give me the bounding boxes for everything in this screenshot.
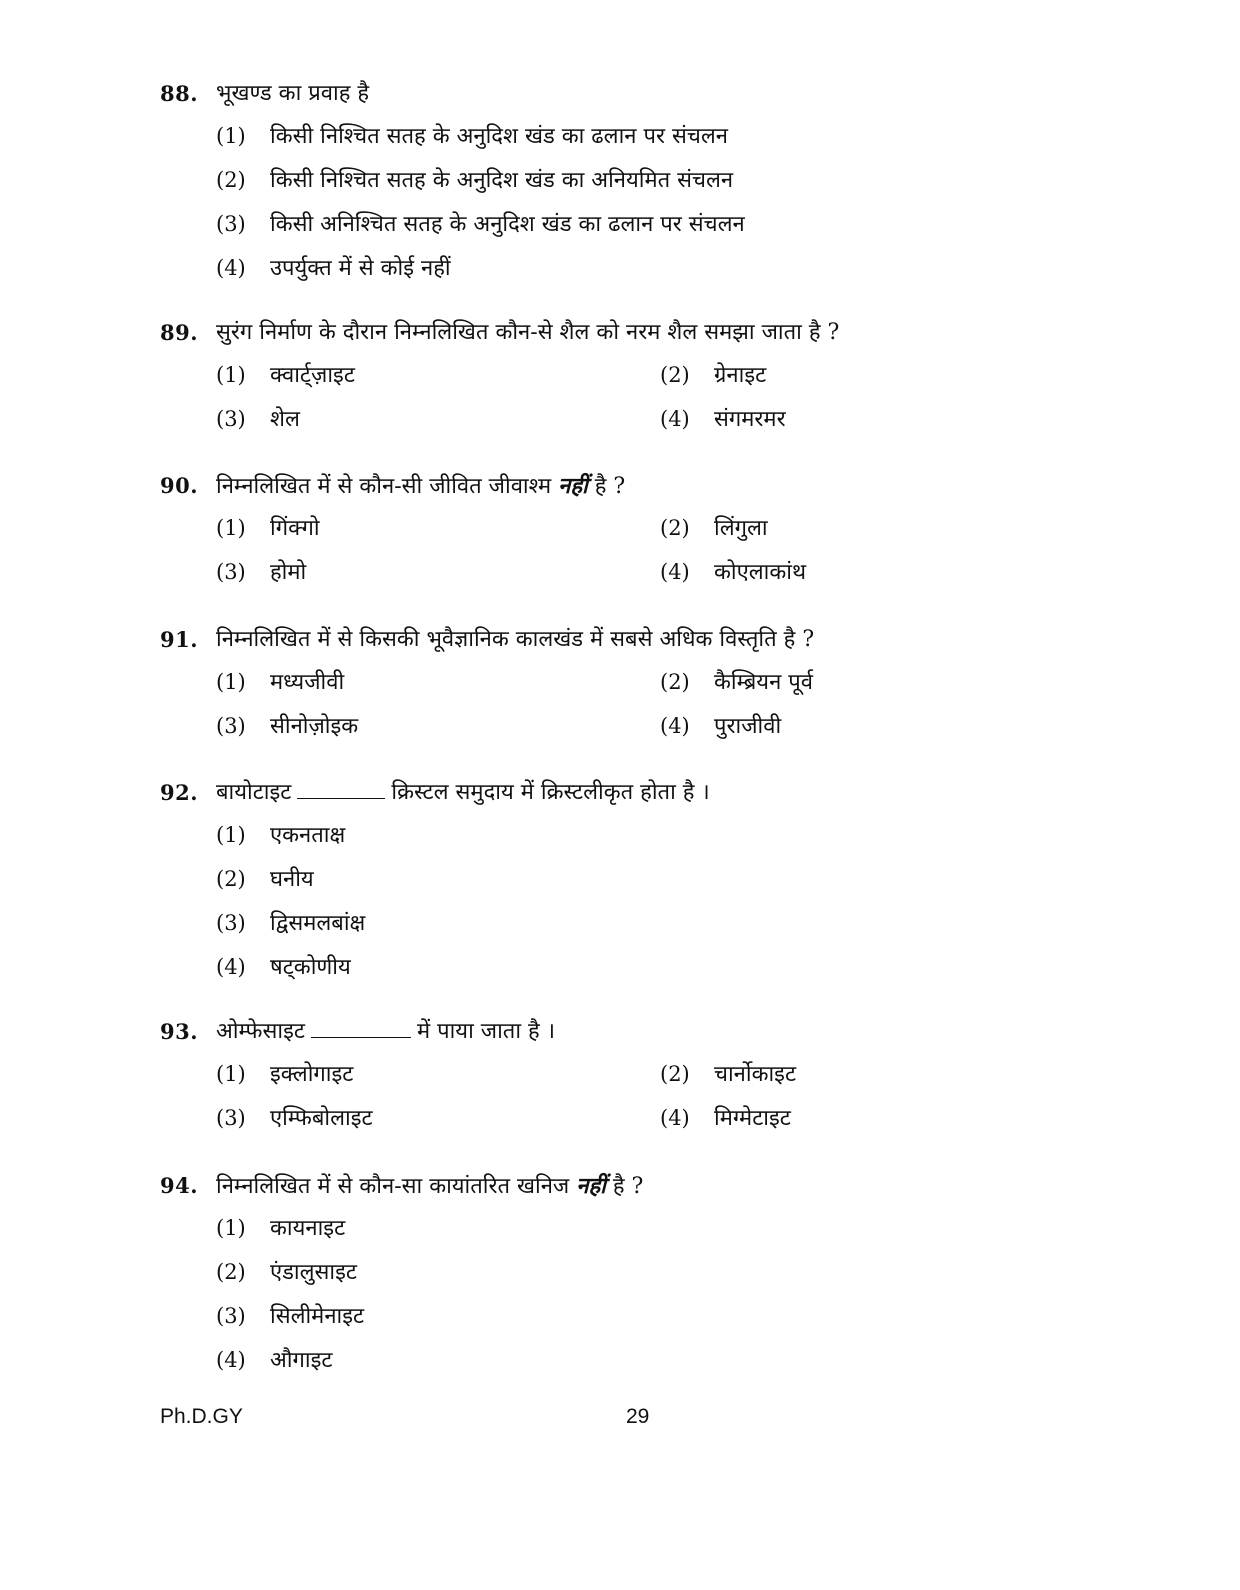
option-text: होमो: [270, 560, 307, 585]
option-number: (4): [660, 560, 690, 584]
question-number: 94.: [160, 1173, 199, 1198]
option-4: [216, 1338, 332, 1382]
option-3: [216, 397, 300, 441]
option-text: मिग्मेटाइट: [714, 1106, 791, 1131]
option-4: [660, 397, 786, 441]
question-94: [160, 1166, 1160, 1373]
option-number: (2): [216, 1260, 246, 1284]
option-text: कैम्ब्रियन पूर्व: [714, 670, 813, 695]
option-1: [216, 660, 344, 704]
option-2: [660, 1052, 796, 1096]
option-number: (2): [660, 363, 690, 387]
option-number: (3): [216, 560, 246, 584]
option-text: संगमरमर: [714, 407, 786, 432]
option-text: षट्कोणीय: [270, 955, 351, 980]
option-text: औगाइट: [270, 1348, 333, 1373]
question-text: निम्नलिखित में से किसकी भूवैज्ञानिक कालखंड में सबसे अधिक विस्तृति है ?: [216, 627, 815, 652]
option-text: किसी निश्चित सतह के अनुदिश खंड का अनियमित संचलन: [270, 168, 734, 193]
option-number: (4): [216, 955, 246, 979]
option-text: गिंक्गो: [270, 516, 320, 541]
question-header: [160, 620, 1160, 660]
option-3: [216, 1294, 364, 1338]
question-text: [216, 1012, 555, 1052]
option-number: (2): [660, 670, 690, 694]
option-number: (1): [216, 670, 246, 694]
fill-in-blank: [311, 1015, 411, 1038]
option-text: किसी अनिश्चित सतह के अनुदिश खंड का ढलान पर संचलन: [270, 212, 745, 237]
option-number: (4): [660, 407, 690, 431]
fill-in-blank: [297, 776, 385, 799]
option-number: (2): [216, 867, 246, 891]
option-text: एम्फिबोलाइट: [270, 1106, 373, 1131]
question-text: सुरंग निर्माण के दौरान निम्नलिखित कौन-से शैल को नरम शैल समझा जाता है ?: [216, 320, 840, 345]
option-3: [216, 901, 365, 945]
option-4: [660, 1096, 791, 1140]
option-number: (1): [216, 1062, 246, 1086]
option-text: ग्रेनाइट: [714, 363, 767, 388]
question-93: [160, 1012, 1160, 1131]
option-number: (1): [216, 124, 246, 148]
question-header: [160, 74, 1160, 114]
option-number: (1): [216, 363, 246, 387]
question-text-after: में पाया जाता है ।: [416, 1019, 556, 1044]
emphasis-word: नहीं: [576, 1173, 606, 1199]
option-1: [216, 813, 345, 857]
option-2: [660, 353, 766, 397]
question-text-after: है ?: [612, 1174, 644, 1199]
option-number: (4): [660, 714, 690, 738]
option-2: [216, 1250, 357, 1294]
option-3: [216, 202, 745, 246]
question-text: [216, 773, 710, 813]
option-text: शेल: [270, 407, 300, 432]
option-text: सिलीमेनाइट: [270, 1304, 365, 1329]
option-number: (1): [216, 823, 246, 847]
option-2: [660, 660, 813, 704]
question-text-after: है ?: [594, 474, 626, 499]
question-header: [160, 313, 1160, 353]
question-text-before: निम्नलिखित में से कौन-सी जीवित जीवाश्म: [216, 474, 552, 499]
option-text: इक्लोगाइट: [270, 1062, 354, 1087]
question-text: [216, 1166, 643, 1207]
option-text: लिंगुला: [714, 516, 768, 541]
option-number: (1): [216, 516, 246, 540]
question-header: [160, 1166, 1160, 1206]
question-text-before: निम्नलिखित में से कौन-सा कायांतरित खनिज: [216, 1174, 570, 1199]
option-2: [660, 506, 768, 550]
option-text: घनीय: [270, 867, 314, 892]
option-number: (4): [660, 1106, 690, 1130]
question-number: 89.: [160, 320, 199, 345]
question-number: 93.: [160, 1019, 199, 1044]
option-number: (3): [216, 1304, 246, 1328]
question-number: 90.: [160, 473, 199, 498]
question-92: [160, 773, 1160, 980]
option-number: (4): [216, 256, 246, 280]
option-3: [216, 1096, 373, 1140]
question-number: 92.: [160, 780, 199, 805]
option-2: [216, 857, 314, 901]
option-text: कोएलाकांथ: [714, 560, 807, 585]
option-text: कायनाइट: [270, 1216, 346, 1241]
option-3: [216, 550, 306, 594]
option-number: (2): [216, 168, 246, 192]
option-text: मध्यजीवी: [270, 670, 345, 695]
option-number: (3): [216, 911, 246, 935]
question-91: [160, 620, 1160, 739]
question-text: भूखण्ड का प्रवाह है: [216, 81, 370, 106]
emphasis-word: नहीं: [558, 473, 588, 499]
question-88: [160, 74, 1160, 281]
question-90: [160, 466, 1160, 585]
option-text: सीनोज़ोइक: [270, 714, 359, 739]
question-header: [160, 1012, 1160, 1052]
option-text: चार्नोकाइट: [714, 1062, 797, 1087]
option-1: [216, 1206, 345, 1250]
option-text: द्विसमलबांक्ष: [270, 911, 366, 936]
option-1: [216, 1052, 353, 1096]
page-number: 29: [626, 1405, 650, 1428]
question-header: [160, 466, 1160, 506]
option-4: [660, 704, 781, 748]
option-text: किसी निश्चित सतह के अनुदिश खंड का ढलान पर संचलन: [270, 124, 728, 149]
option-text: पुराजीवी: [714, 714, 782, 739]
option-number: (1): [216, 1216, 246, 1240]
option-4: [216, 945, 351, 989]
option-4: [660, 550, 806, 594]
question-text-before: ओम्फेसाइट: [216, 1019, 305, 1044]
question-text-after: क्रिस्टल समुदाय में क्रिस्टलीकृत होता है ।: [391, 780, 710, 805]
option-text: एकनताक्ष: [270, 823, 346, 848]
option-text: उपर्युक्त में से कोई नहीं: [270, 256, 451, 281]
question-89: [160, 313, 1160, 432]
option-number: (3): [216, 212, 246, 236]
option-3: [216, 704, 358, 748]
option-number: (3): [216, 714, 246, 738]
option-1: [216, 506, 320, 550]
option-number: (2): [660, 1062, 690, 1086]
option-text: एंडालुसाइट: [270, 1260, 358, 1285]
option-1: [216, 353, 355, 397]
paper-code: Ph.D.GY: [160, 1405, 243, 1428]
question-header: [160, 773, 1160, 813]
option-4: [216, 246, 451, 290]
option-2: [216, 158, 733, 202]
option-number: (3): [216, 1106, 246, 1130]
option-1: [216, 114, 728, 158]
question-text-before: बायोटाइट: [216, 780, 292, 805]
option-number: (3): [216, 407, 246, 431]
question-number: 91.: [160, 627, 199, 652]
option-text: क्वार्ट्ज़ाइट: [270, 363, 355, 388]
question-text: [216, 466, 625, 507]
option-number: (4): [216, 1348, 246, 1372]
question-number: 88.: [160, 81, 199, 106]
option-number: (2): [660, 516, 690, 540]
